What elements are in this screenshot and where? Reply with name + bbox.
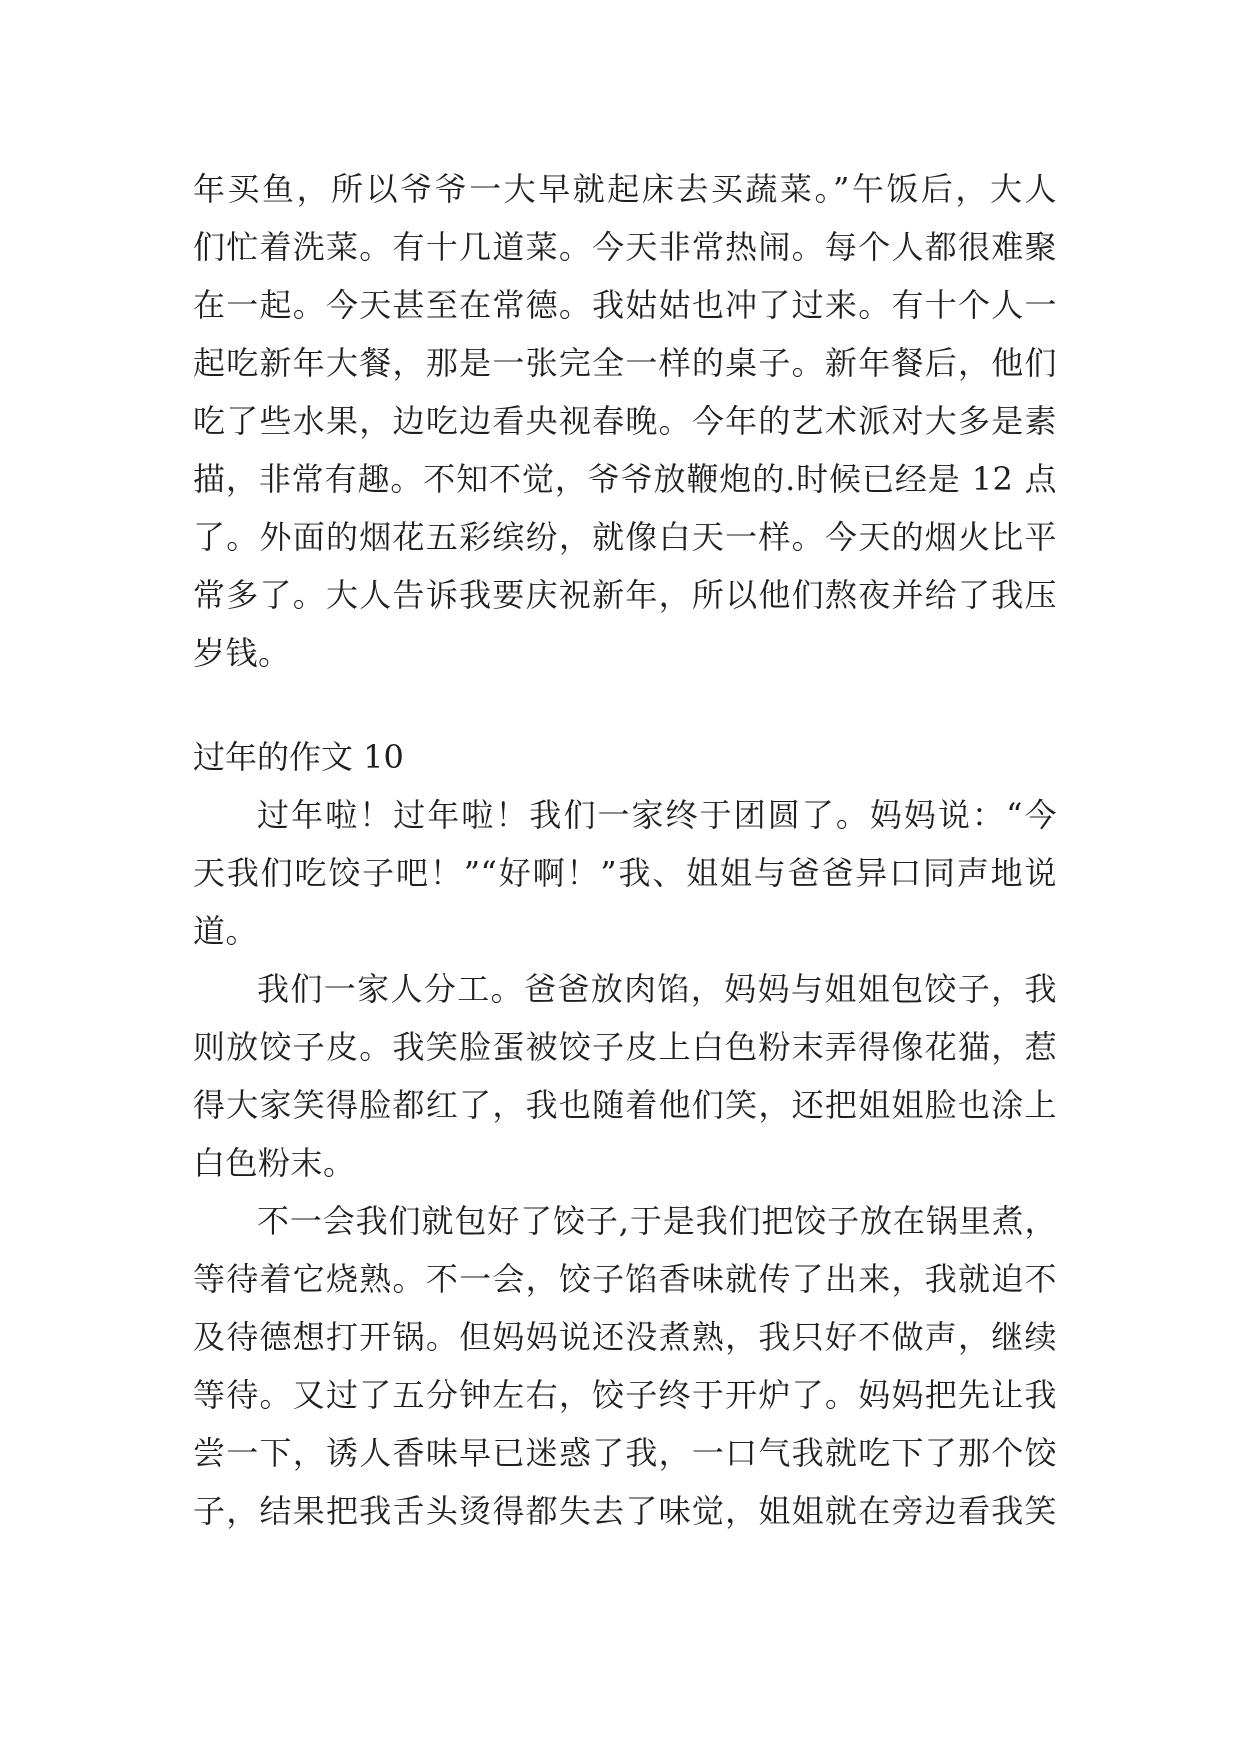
text-line: 描，非常有趣。不知不觉，爷爷放鞭炮的.时候已经是 12 点 bbox=[193, 460, 1057, 498]
text-line: 道。 bbox=[193, 912, 259, 950]
text-line: 等待着它烧熟。不一会，饺子馅香味就传了出来，我就迫不 bbox=[193, 1260, 1057, 1298]
text-line: 则放饺子皮。我笑脸蛋被饺子皮上白色粉末弄得像花猫，惹 bbox=[193, 1028, 1057, 1066]
text-line: 白色粉末。 bbox=[193, 1144, 356, 1182]
text-line: 得大家笑得脸都红了，我也随着他们笑，还把姐姐脸也涂上 bbox=[193, 1086, 1057, 1124]
text-line: 我们一家人分工。爸爸放肉馅，妈妈与姐姐包饺子，我 bbox=[257, 970, 1057, 1008]
text-line: 起吃新年大餐，那是一张完全一样的桌子。新年餐后，他们 bbox=[193, 344, 1057, 382]
text-line: 年买鱼，所以爷爷一大早就起床去买蔬菜。”午饭后，大人 bbox=[193, 170, 1057, 208]
text-line: 们忙着洗菜。有十几道菜。今天非常热闹。每个人都很难聚 bbox=[193, 228, 1057, 266]
text-line: 子，结果把我舌头烫得都失去了味觉，姐姐就在旁边看我笑 bbox=[193, 1492, 1057, 1530]
text-line: 等待。又过了五分钟左右，饺子终于开炉了。妈妈把先让我 bbox=[193, 1376, 1057, 1414]
text-line: 岁钱。 bbox=[193, 634, 291, 672]
essay-paragraph-3 bbox=[193, 1192, 1057, 1540]
essay-title: 过年的作文 10 bbox=[193, 738, 404, 776]
section-gap bbox=[193, 682, 1057, 728]
text-line: 不一会我们就包好了饺子,于是我们把饺子放在锅里煮， bbox=[257, 1202, 1057, 1240]
text-line: 在一起。今天甚至在常德。我姑姑也冲了过来。有十个人一 bbox=[193, 286, 1057, 324]
document-page bbox=[193, 160, 1057, 1540]
text-line: 了。外面的烟花五彩缤纷，就像白天一样。今天的烟火比平 bbox=[193, 518, 1057, 556]
text-line: 常多了。大人告诉我要庆祝新年，所以他们熬夜并给了我压 bbox=[193, 576, 1057, 614]
continued-paragraph bbox=[193, 160, 1057, 682]
text-line: 尝一下，诱人香味早已迷惑了我，一口气我就吃下了那个饺 bbox=[193, 1434, 1057, 1472]
essay-paragraph-1 bbox=[193, 786, 1057, 960]
text-line: 及待德想打开锅。但妈妈说还没煮熟，我只好不做声，继续 bbox=[193, 1318, 1057, 1356]
essay-paragraph-2 bbox=[193, 960, 1057, 1192]
text-line: 吃了些水果，边吃边看央视春晚。今年的艺术派对大多是素 bbox=[193, 402, 1057, 440]
text-line: 天我们吃饺子吧！”“好啊！”我、姐姐与爸爸异口同声地说 bbox=[193, 854, 1057, 892]
text-line: 过年啦！过年啦！我们一家终于团圆了。妈妈说：“今 bbox=[257, 796, 1057, 834]
